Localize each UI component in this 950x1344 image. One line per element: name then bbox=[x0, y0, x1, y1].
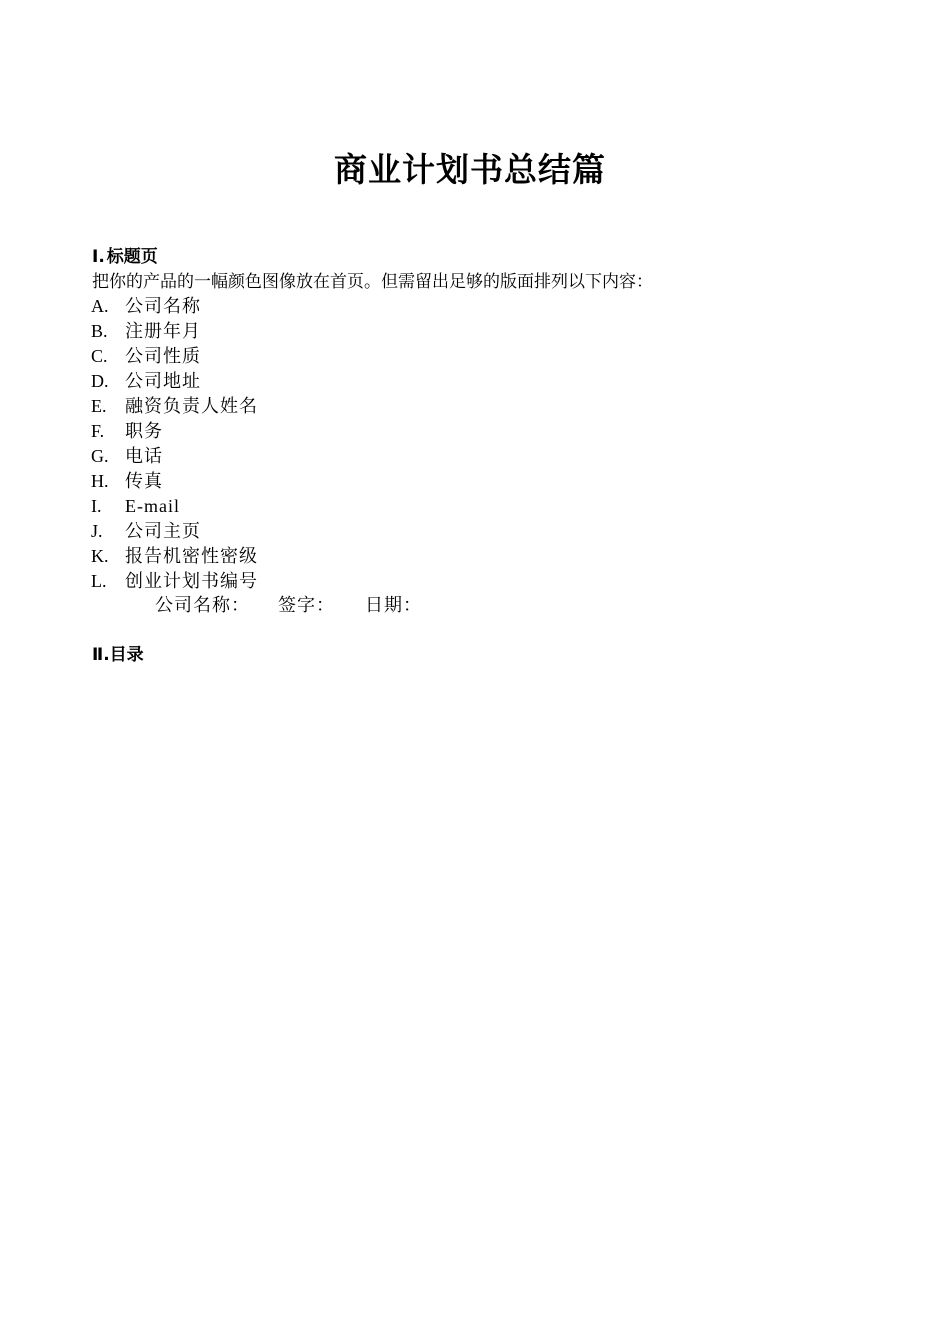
list-item bbox=[91, 419, 258, 444]
list-text: 电话 bbox=[125, 446, 163, 466]
list-marker: H. bbox=[91, 471, 109, 491]
list-marker: I. bbox=[91, 496, 102, 516]
list-marker: B. bbox=[91, 321, 108, 341]
list-text: 融资负责人姓名 bbox=[125, 396, 258, 416]
list-marker: J. bbox=[91, 521, 103, 541]
signature-company-label: 公司名称： bbox=[155, 595, 250, 615]
list-marker: A. bbox=[91, 296, 109, 316]
section-intro-paragraph: 把你的产品的一幅颜色图像放在首页。但需留出足够的版面排列以下内容： bbox=[92, 272, 653, 292]
signature-line bbox=[155, 593, 422, 617]
list-item bbox=[91, 369, 258, 394]
list-text: 传真 bbox=[125, 471, 163, 491]
list-marker: F. bbox=[91, 421, 105, 441]
list-item bbox=[91, 444, 258, 469]
section-heading-title-page bbox=[92, 246, 158, 268]
section-heading-text: 标题页 bbox=[106, 247, 158, 267]
signature-date-label: 日期： bbox=[365, 595, 422, 615]
section-numeral: Ⅱ. bbox=[92, 645, 110, 665]
list-text: 报告机密性密级 bbox=[125, 546, 258, 566]
list-text: 创业计划书编号 bbox=[125, 571, 258, 591]
section-heading-text: 目录 bbox=[109, 645, 144, 665]
list-text: E-mail bbox=[125, 496, 180, 516]
list-item bbox=[91, 544, 258, 569]
list-marker: D. bbox=[91, 371, 109, 391]
document-title: 商业计划书总结篇 bbox=[334, 150, 606, 189]
list-text: 公司地址 bbox=[125, 371, 201, 391]
list-text: 公司名称 bbox=[125, 296, 201, 316]
list-text: 注册年月 bbox=[125, 321, 201, 341]
list-item bbox=[91, 344, 258, 369]
list-item bbox=[91, 469, 258, 494]
list-marker: C. bbox=[91, 346, 108, 366]
list-marker: L. bbox=[91, 571, 107, 591]
title-page-contents-list bbox=[91, 294, 258, 594]
list-marker: K. bbox=[91, 546, 109, 566]
list-text: 公司主页 bbox=[125, 521, 201, 541]
list-item bbox=[91, 519, 258, 544]
section-numeral: Ⅰ. bbox=[92, 247, 105, 267]
signature-sign-label: 签字： bbox=[278, 595, 335, 615]
list-item bbox=[91, 319, 258, 344]
list-text: 职务 bbox=[125, 421, 163, 441]
section-heading-table-of-contents bbox=[92, 644, 144, 666]
list-marker: G. bbox=[91, 446, 109, 466]
list-item bbox=[91, 294, 258, 319]
list-item bbox=[91, 394, 258, 419]
list-item bbox=[91, 494, 258, 519]
list-item bbox=[91, 569, 258, 594]
list-marker: E. bbox=[91, 396, 107, 416]
list-text: 公司性质 bbox=[125, 346, 201, 366]
